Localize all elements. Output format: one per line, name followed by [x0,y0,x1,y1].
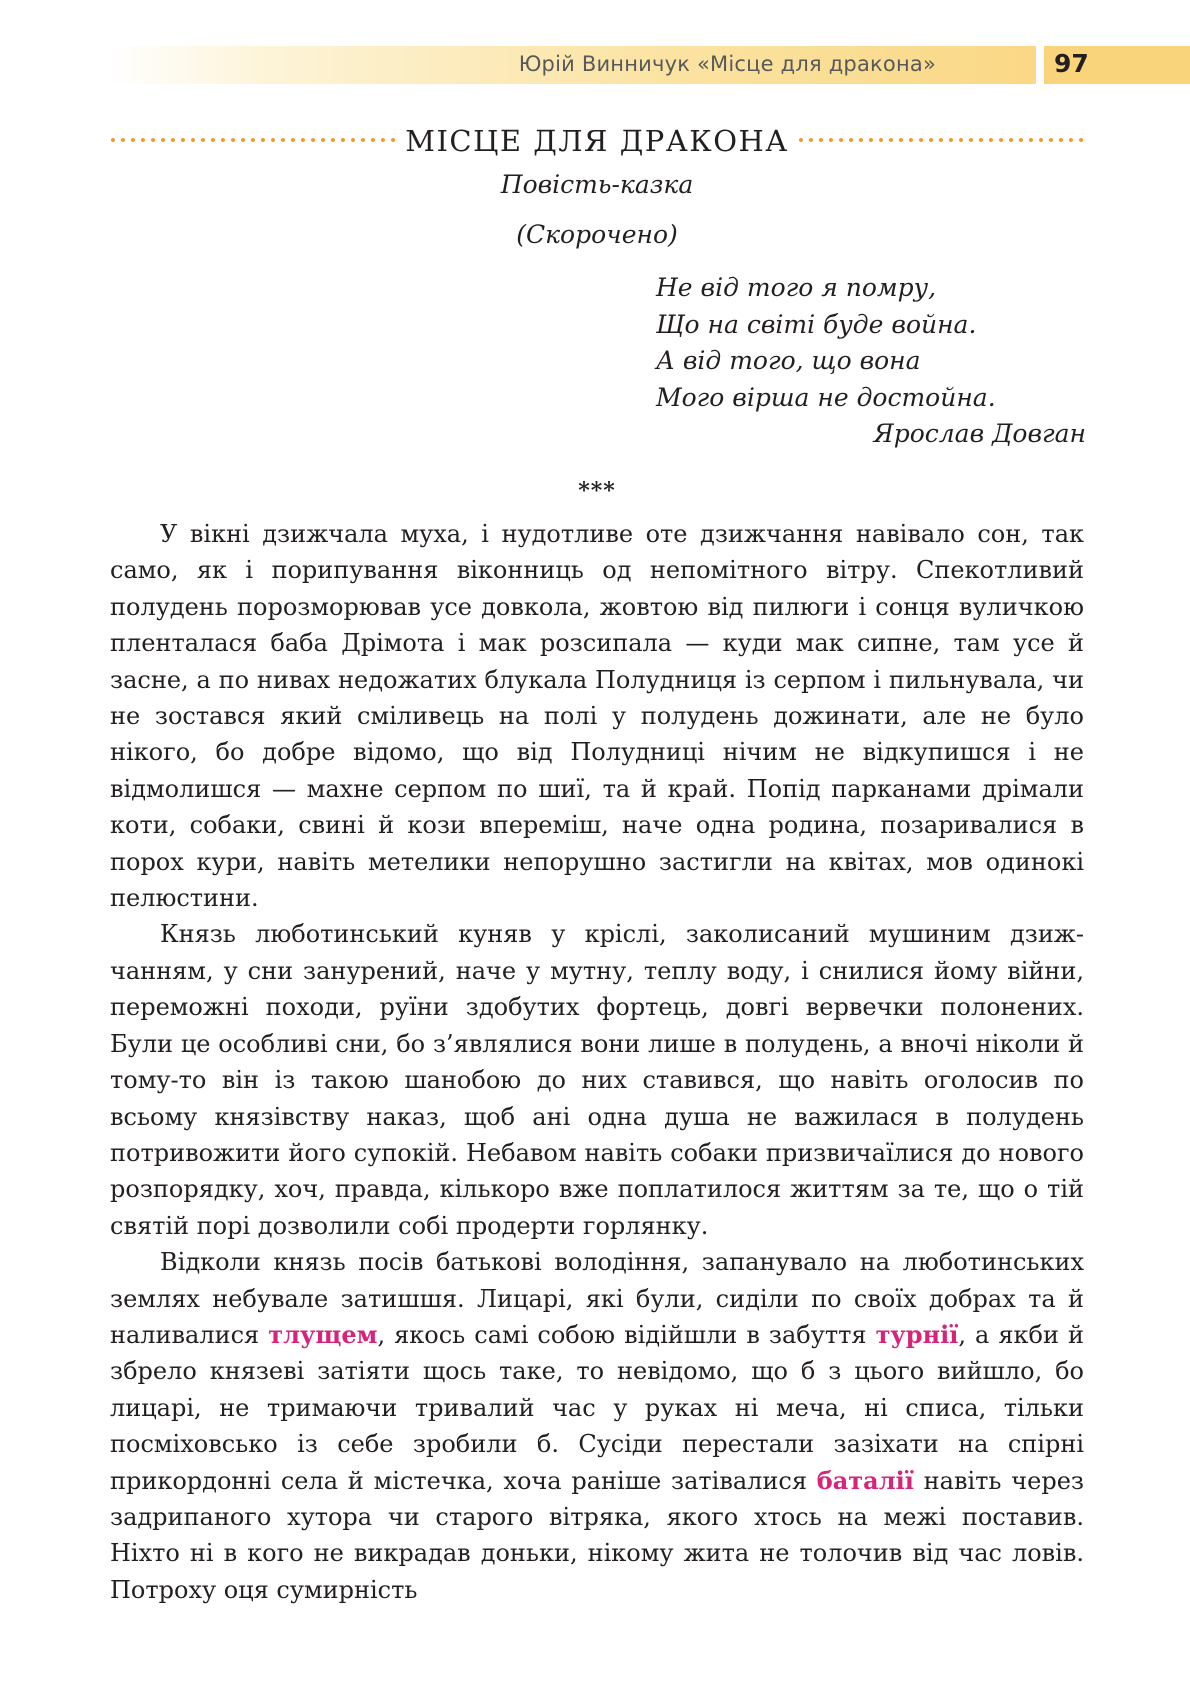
epigraph-line: А від того, що вона [656,346,921,375]
paragraph-text: , якось самі собою відійшли в забуття [377,1320,876,1349]
paragraph-text: Князь люботинський куняв у кріслі, заколисаний мушиним дзижчанням, у сни занурений, наче у мутну, теплу воду, і снилися йому війни, переможні походи, руїни здобутих фортець, довгі вервечки полонених. Були це особливі сни, бо з’являлися вони лише в полудень, а вночі ніколи й тому-то він із такою шанобою до них ставився, що навіть оголосив по всьому князівству наказ, щоб ані одна душа не важилася в полудень потривожити його супокій. Небавом навіть собаки призвичаїлися до нового розпорядку, хоч, правда, кількоро вже поплатилося життям за те, що о тій святій порі дозволили собі продерти горлянку. [110,920,1084,1240]
abridged-note: (Скорочено) [516,220,678,249]
glossary-term: баталії [816,1465,914,1495]
dotted-rule-right [796,137,1086,143]
genre-subtitle: Повість-казка [500,170,694,199]
paragraph-text: У вікні дзижчала муха, і нудотливе оте дзижчання навівало сон, так само, як і порипування віконниць од непомітного вітру. Спекотливий полудень порозморював усе довкола, жовтою від пилюги і сонця вуличкою пленталася баба Дрімота і мак розсипала — куди мак сипне, там усе й засне, а по нивах недожатих блукала Полудниця із серпом і пильнувала, чи не зостався який сміливець на полі у полудень дожинати, але не було нікого, бо добре відомо, що від Полудниці нічим не відкупишся і не відмолишся — махне серпом по шиї, та й край. Попід парканами дрімали коти, собаки, свині й кози впереміш, наче одна родина, позаривалися в порох кури, навіть метелики непорушно застигли на квітах, мов одинокі пелюстини. [110,520,1084,913]
paragraph [110,516,1084,916]
epigraph-line: Що на світі буде война. [656,309,977,339]
paragraph-text: , а якби й збрело князеві затіяти щось таке, то невідомо, що б з цього вийшло, бо лицарі, не тримаючи тривалий час у руках ні меча, ні списа, тільки посміховсько із себе зробили б. Сусіди перестали зазіхати на спірні прикордонні села й містечка, хоча раніше затівалися [110,1320,1084,1495]
story-body [110,516,1084,1608]
running-title: Юрій Винничук «Місце для дракона» [518,52,936,76]
page-number-box [1044,46,1190,84]
story-title: МІСЦЕ ДЛЯ ДРАКОНА [405,124,789,158]
paragraph-text: навіть через задрипаного хутора чи старого вітряка, якого хтось на межі поставив. Ніхто ні в кого не викрадав доньки, нікому жита не толочив від час ловів. Потроху оця сумирність [110,1466,1084,1604]
glossary-term: турнії [875,1319,959,1349]
running-header [108,46,1036,84]
glossary-term: тлущем [268,1319,378,1349]
epigraph [656,270,1086,453]
paragraph [110,1244,1084,1608]
page-number: 97 [1054,49,1089,78]
section-separator: *** [578,478,616,504]
paragraph [110,916,1084,1244]
epigraph-line: Не від того я помру, [656,273,937,302]
title-row [108,124,1086,164]
paragraph-text: Відколи князь посів батькові володіння, запанувало на люботинських землях небувале затишшя. Лицарі, які були, сиділи по своїх добрах та й наливалися [110,1248,1084,1349]
epigraph-author: Ярослав Довган [873,419,1086,448]
epigraph-line: Мого вірша не достойна. [656,382,996,412]
